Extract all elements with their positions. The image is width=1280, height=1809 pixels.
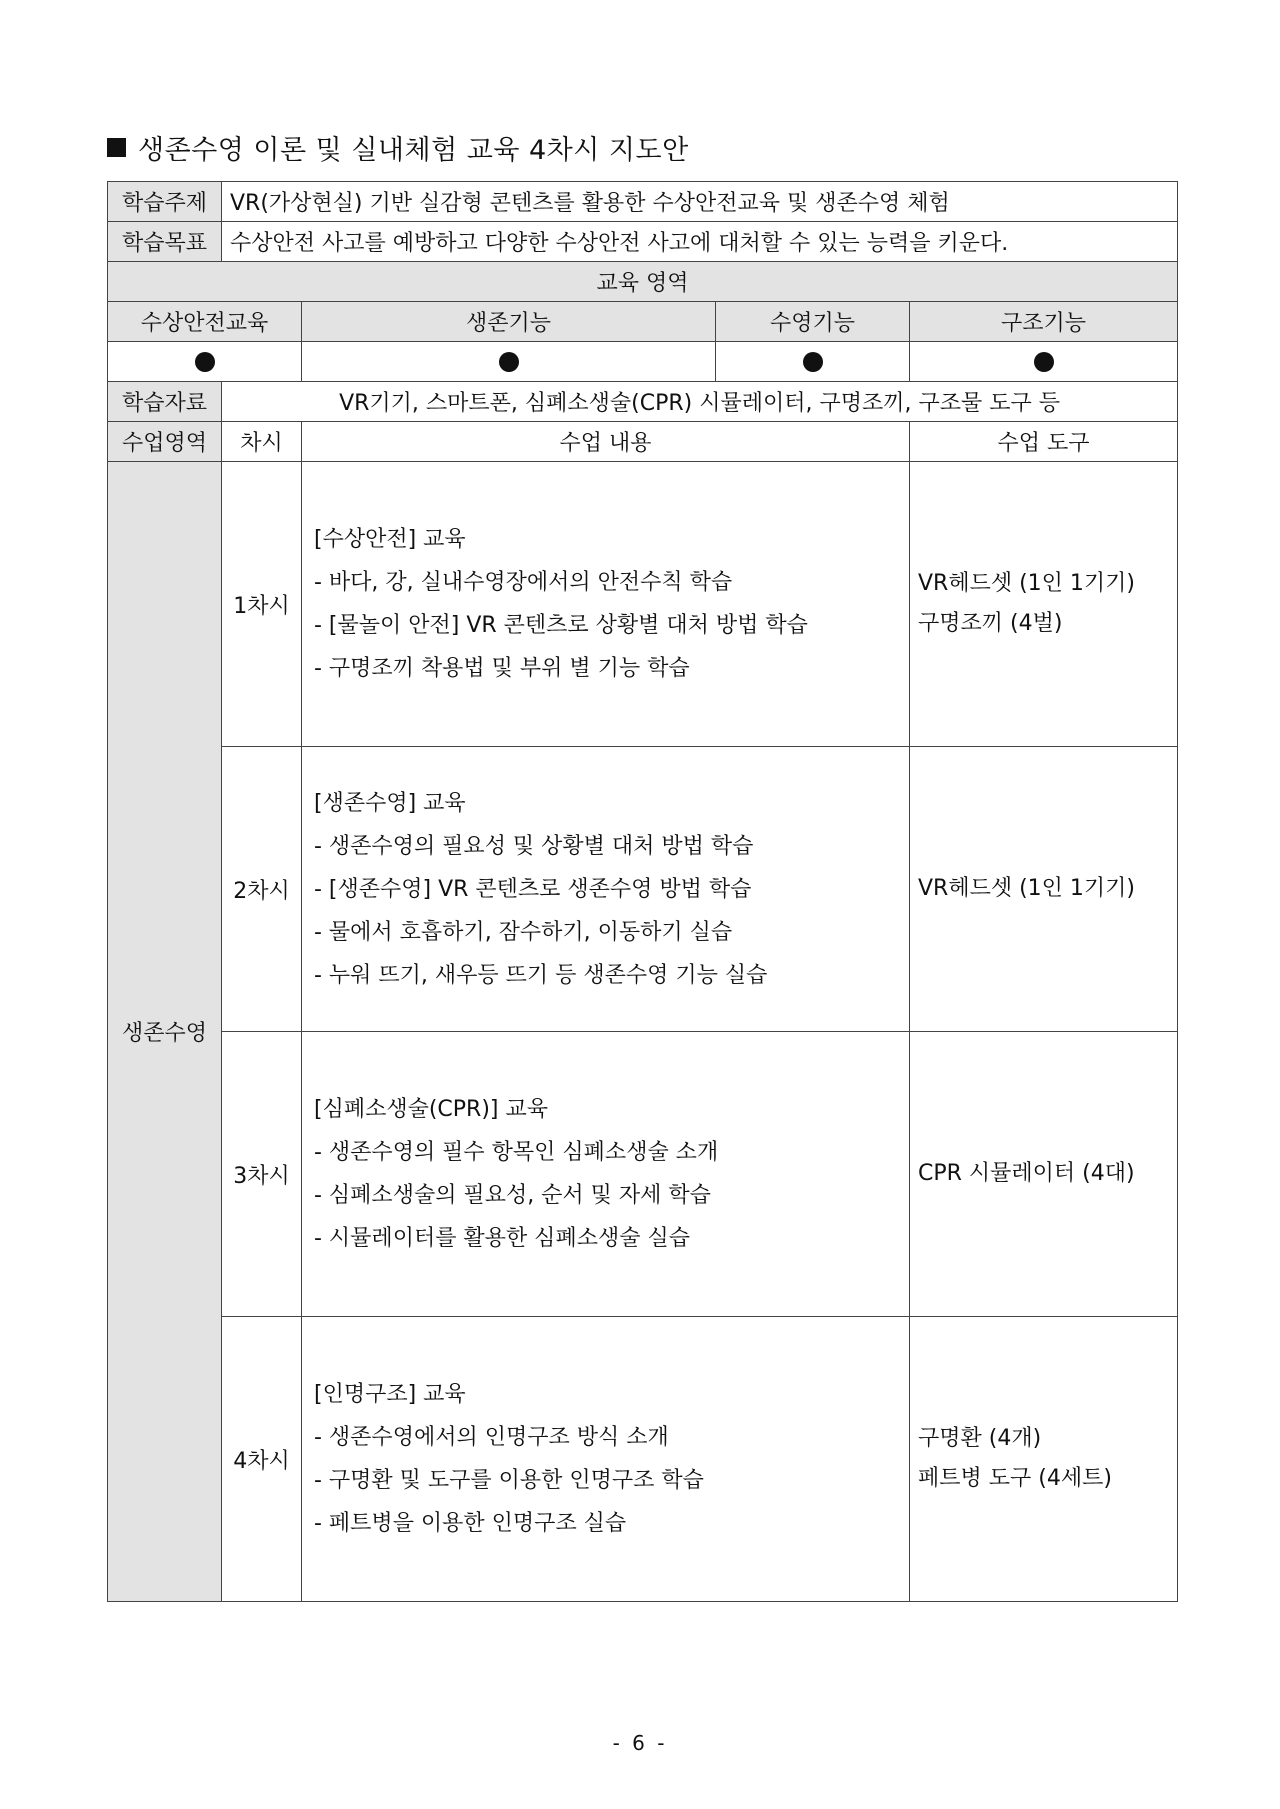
lesson-tool: 구명조끼 (4벌) — [918, 611, 1063, 636]
area-item-swimming: 수영기능 — [716, 302, 910, 342]
area-item-survival: 생존기능 — [302, 302, 716, 342]
lesson-session: 4차시 — [222, 1317, 302, 1602]
lesson-item: - 구명환 및 도구를 이용한 인명구조 학습 — [314, 1468, 704, 1493]
goal-label: 학습목표 — [108, 222, 222, 262]
lesson-plan-table — [107, 181, 1178, 1602]
materials-label: 학습자료 — [108, 382, 222, 422]
lesson-content — [302, 747, 910, 1032]
lesson-tools — [910, 747, 1178, 1032]
square-bullet-icon — [107, 138, 126, 157]
lesson-content — [302, 1032, 910, 1317]
filled-circle-icon — [499, 352, 519, 372]
area-mark-cell — [108, 342, 302, 382]
filled-circle-icon — [195, 352, 215, 372]
lesson-item: - [물놀이 안전] VR 콘텐츠로 상황별 대처 방법 학습 — [314, 613, 808, 638]
lesson-row — [108, 1032, 1178, 1317]
area-name-cell: 생존수영 — [108, 462, 222, 1602]
lesson-item: - 시뮬레이터를 활용한 심폐소생술 실습 — [314, 1226, 690, 1251]
lesson-session: 3차시 — [222, 1032, 302, 1317]
heading-text: 생존수영 이론 및 실내체험 교육 4차시 지도안 — [138, 135, 689, 166]
area-marks-row — [108, 342, 1178, 382]
lesson-item: - 누워 뜨기, 새우등 뜨기 등 생존수영 기능 실습 — [314, 962, 768, 988]
area-title-row — [108, 262, 1178, 302]
lesson-item: - 심폐소생술의 필요성, 순서 및 자세 학습 — [314, 1183, 711, 1208]
lesson-tool: VR헤드셋 (1인 1기기) — [918, 876, 1135, 901]
lesson-item: - 생존수영의 필수 항목인 심폐소생술 소개 — [314, 1140, 719, 1165]
area-item-water-safety: 수상안전교육 — [108, 302, 302, 342]
area-items-row — [108, 302, 1178, 342]
lesson-item: - [생존수영] VR 콘텐츠로 생존수영 방법 학습 — [314, 876, 752, 902]
topic-label: 학습주제 — [108, 182, 222, 222]
page-heading — [107, 128, 689, 167]
topic-value: VR(가상현실) 기반 실감형 콘텐츠를 활용한 수상안전교육 및 생존수영 체험 — [222, 182, 1178, 222]
lesson-item: - 물에서 호흡하기, 잠수하기, 이동하기 실습 — [314, 919, 733, 945]
lesson-session: 2차시 — [222, 747, 302, 1032]
filled-circle-icon — [1034, 352, 1054, 372]
lesson-tool: VR헤드셋 (1인 1기기) — [918, 571, 1135, 596]
goal-value: 수상안전 사고를 예방하고 다양한 수상안전 사고에 대처할 수 있는 능력을 키운다. — [222, 222, 1178, 262]
area-mark-cell — [716, 342, 910, 382]
lesson-tools — [910, 462, 1178, 747]
col-header-tools: 수업 도구 — [910, 422, 1178, 462]
lesson-tools — [910, 1317, 1178, 1602]
lesson-content — [302, 1317, 910, 1602]
lesson-item: - 구명조끼 착용법 및 부위 별 기능 학습 — [314, 656, 690, 681]
materials-row — [108, 382, 1178, 422]
area-item-rescue: 구조기능 — [910, 302, 1178, 342]
lesson-title: [심폐소생술(CPR)] 교육 — [314, 1097, 549, 1122]
lesson-tools — [910, 1032, 1178, 1317]
lesson-title: [생존수영] 교육 — [314, 790, 466, 816]
col-header-content: 수업 내용 — [302, 422, 910, 462]
area-mark-cell — [910, 342, 1178, 382]
lesson-content — [302, 462, 910, 747]
col-header-session: 차시 — [222, 422, 302, 462]
lesson-item: - 생존수영에서의 인명구조 방식 소개 — [314, 1425, 669, 1450]
area-title: 교육 영역 — [108, 262, 1178, 302]
lesson-session: 1차시 — [222, 462, 302, 747]
lesson-row — [108, 747, 1178, 1032]
goal-row — [108, 222, 1178, 262]
lesson-tool: CPR 시뮬레이터 (4대) — [918, 1161, 1135, 1186]
lesson-tool: 구명환 (4개) — [918, 1426, 1042, 1451]
lesson-title: [인명구조] 교육 — [314, 1382, 466, 1407]
lesson-item: - 바다, 강, 실내수영장에서의 안전수칙 학습 — [314, 570, 733, 595]
lesson-row — [108, 1317, 1178, 1602]
filled-circle-icon — [803, 352, 823, 372]
lesson-tool: 페트병 도구 (4세트) — [918, 1466, 1112, 1491]
col-header-area: 수업영역 — [108, 422, 222, 462]
lesson-item: - 생존수영의 필요성 및 상황별 대처 방법 학습 — [314, 833, 754, 859]
page-number: - 6 - — [612, 1731, 668, 1755]
topic-row — [108, 182, 1178, 222]
lesson-row — [108, 462, 1178, 747]
area-mark-cell — [302, 342, 716, 382]
lesson-item: - 페트병을 이용한 인명구조 실습 — [314, 1511, 627, 1536]
materials-value: VR기기, 스마트폰, 심폐소생술(CPR) 시뮬레이터, 구명조끼, 구조물 도구 등 — [222, 382, 1178, 422]
lesson-title: [수상안전] 교육 — [314, 527, 466, 552]
column-header-row — [108, 422, 1178, 462]
